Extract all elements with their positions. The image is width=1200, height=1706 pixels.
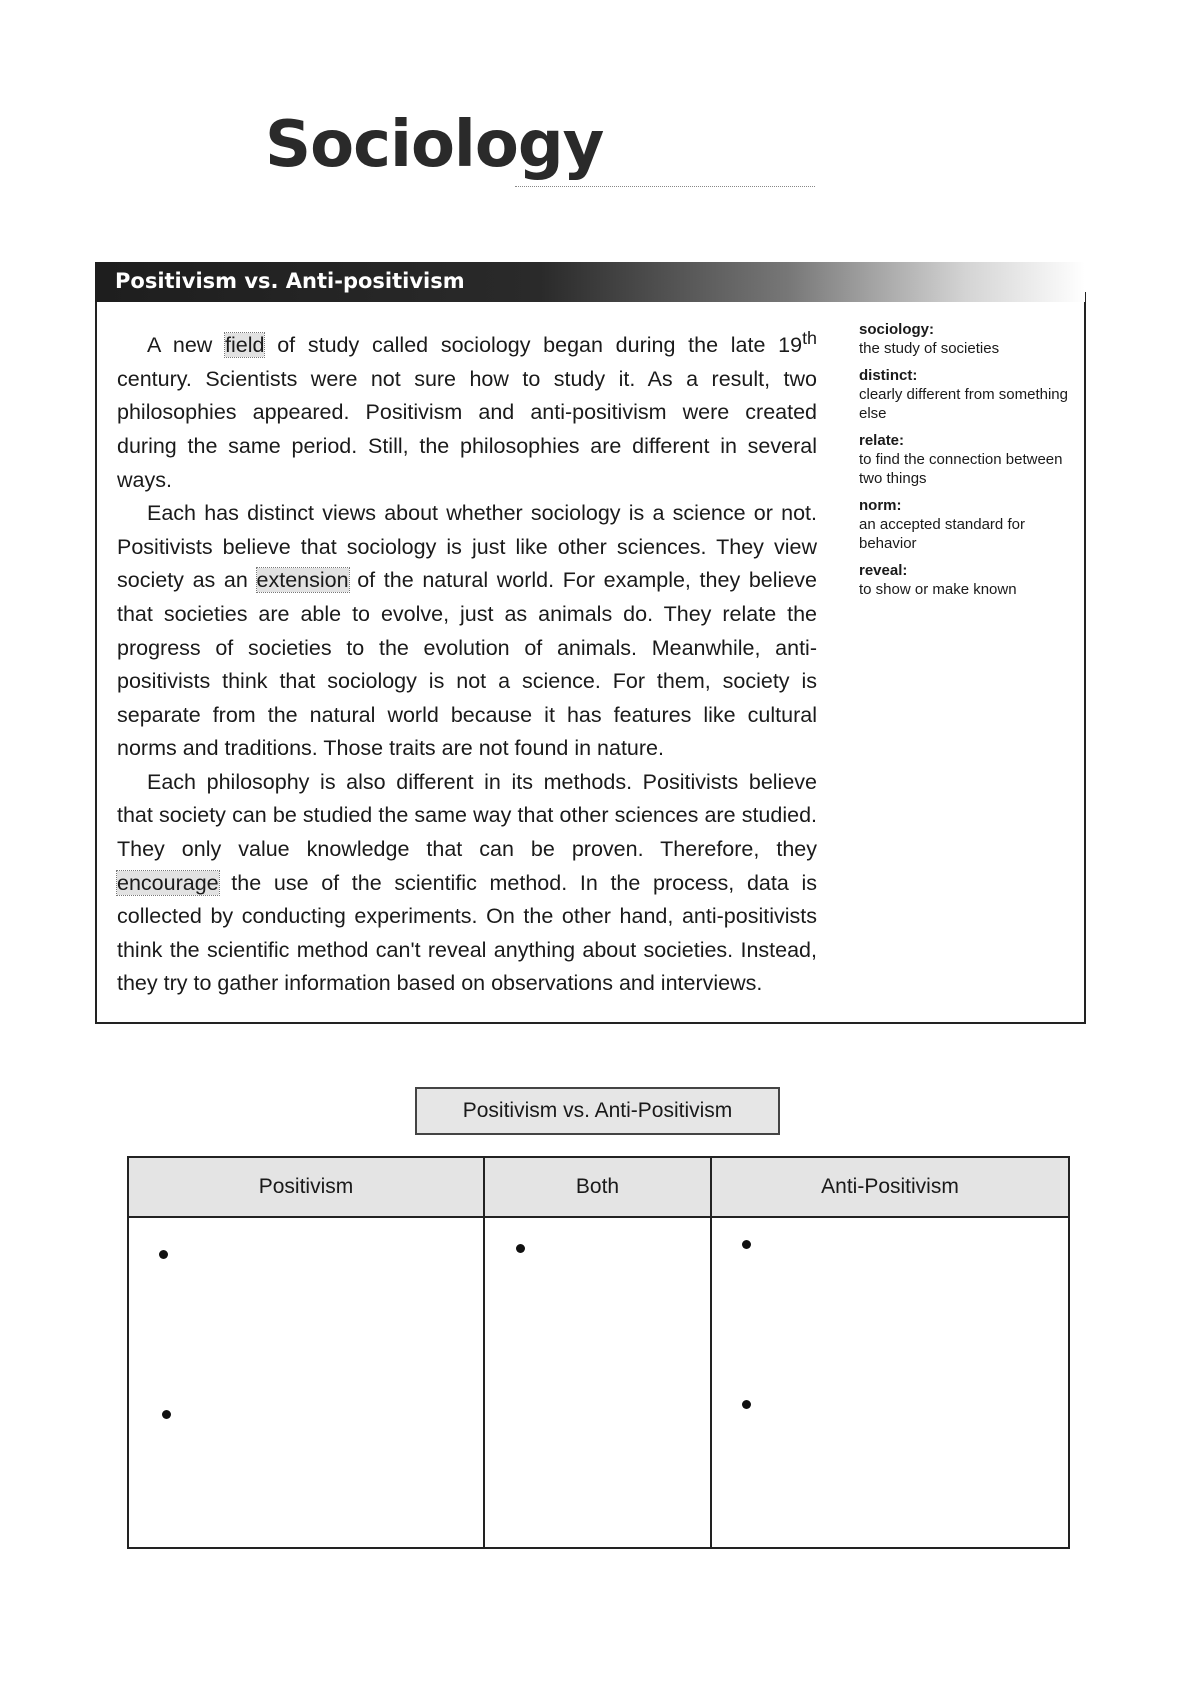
vocab-highlight-encourage: encourage (117, 870, 219, 895)
column-header: Anti-Positivism (712, 1158, 1068, 1218)
glossary-entry (859, 320, 1069, 358)
superscript-th: th (802, 328, 818, 348)
glossary-definition: an accepted standard for behavior (859, 516, 1025, 552)
glossary-definition: to find the connection between two things (859, 451, 1063, 487)
paragraph-3-text-end: the use of the scientific method. In the process, data is collected by conducting experiments. On the other hand, anti-positivists think the scientific method can't reveal anything about societies. Instead, they try to gather information based on observations and interviews. (117, 870, 817, 996)
paragraph-1 (117, 322, 817, 497)
bullet-point-icon (516, 1244, 525, 1253)
paragraph-2-text-start: Each has distinct views about whether sociology is a science or not. Positivists believe that sociology is just like other sciences. They view society as an (117, 501, 817, 593)
paragraph-1-text-middle: of study called sociology began during the late 19 (264, 333, 803, 358)
paragraph-2-text-end: of the natural world. For example, they believe that societies are able to evolve, just as animals do. They relate the progress of societies to the evolution of animals. Meanwhile, anti-positivists think that sociology is not a science. For them, society is separate from the natural world because it has features like cultural norms and traditions. Those traits are not found in nature. (117, 568, 817, 761)
glossary-term: distinct: (859, 367, 918, 384)
reading-passage (117, 322, 817, 1001)
column-header: Positivism (129, 1158, 483, 1218)
bullet-point-icon (162, 1410, 171, 1419)
section-title: Positivism vs. Anti-positivism (115, 269, 465, 293)
paragraph-1-text-end: century. Scientists were not sure how to study it. As a result, two philosophies appeared. Positivism and anti-positivism were created during the same period. Still, the philosophies are different in several ways. (117, 366, 817, 492)
glossary-definition: clearly different from something else (859, 386, 1068, 422)
column-positivism (129, 1158, 485, 1547)
glossary-term: norm: (859, 497, 902, 514)
glossary-sidebar (859, 320, 1069, 607)
paragraph-3 (117, 766, 817, 1001)
glossary-definition: the study of societies (859, 340, 1000, 357)
page-title: Sociology (265, 108, 604, 182)
comparison-organizer-table (127, 1156, 1070, 1549)
title-dotted-rule (515, 186, 815, 187)
section-header-bar (95, 262, 1085, 302)
glossary-entry (859, 561, 1069, 599)
paragraph-1-text-start: A new (147, 333, 226, 358)
organizer-title: Positivism vs. Anti-Positivism (462, 1099, 733, 1122)
bullet-point-icon (742, 1240, 751, 1249)
column-anti-positivism (712, 1158, 1068, 1547)
column-header: Both (485, 1158, 710, 1218)
vocab-highlight-extension: extension (256, 568, 349, 593)
column-both (485, 1158, 712, 1547)
paragraph-3-text-start: Each philosophy is also different in its methods. Positivists believe that society can be studied the same way that other sciences are studied. They only value knowledge that can be proven. Therefore, they (117, 769, 817, 862)
glossary-definition: to show or make known (859, 581, 1017, 598)
glossary-term: sociology: (859, 321, 935, 338)
glossary-entry (859, 496, 1069, 553)
vocab-highlight-field: field (225, 333, 265, 358)
paragraph-2 (117, 497, 817, 766)
glossary-entry (859, 366, 1069, 423)
glossary-term: reveal: (859, 562, 908, 579)
glossary-entry (859, 431, 1069, 488)
reading-box (95, 292, 1086, 1024)
bullet-point-icon (159, 1250, 168, 1259)
organizer-title-box (415, 1087, 780, 1135)
glossary-term: relate: (859, 432, 905, 449)
bullet-point-icon (742, 1400, 751, 1409)
